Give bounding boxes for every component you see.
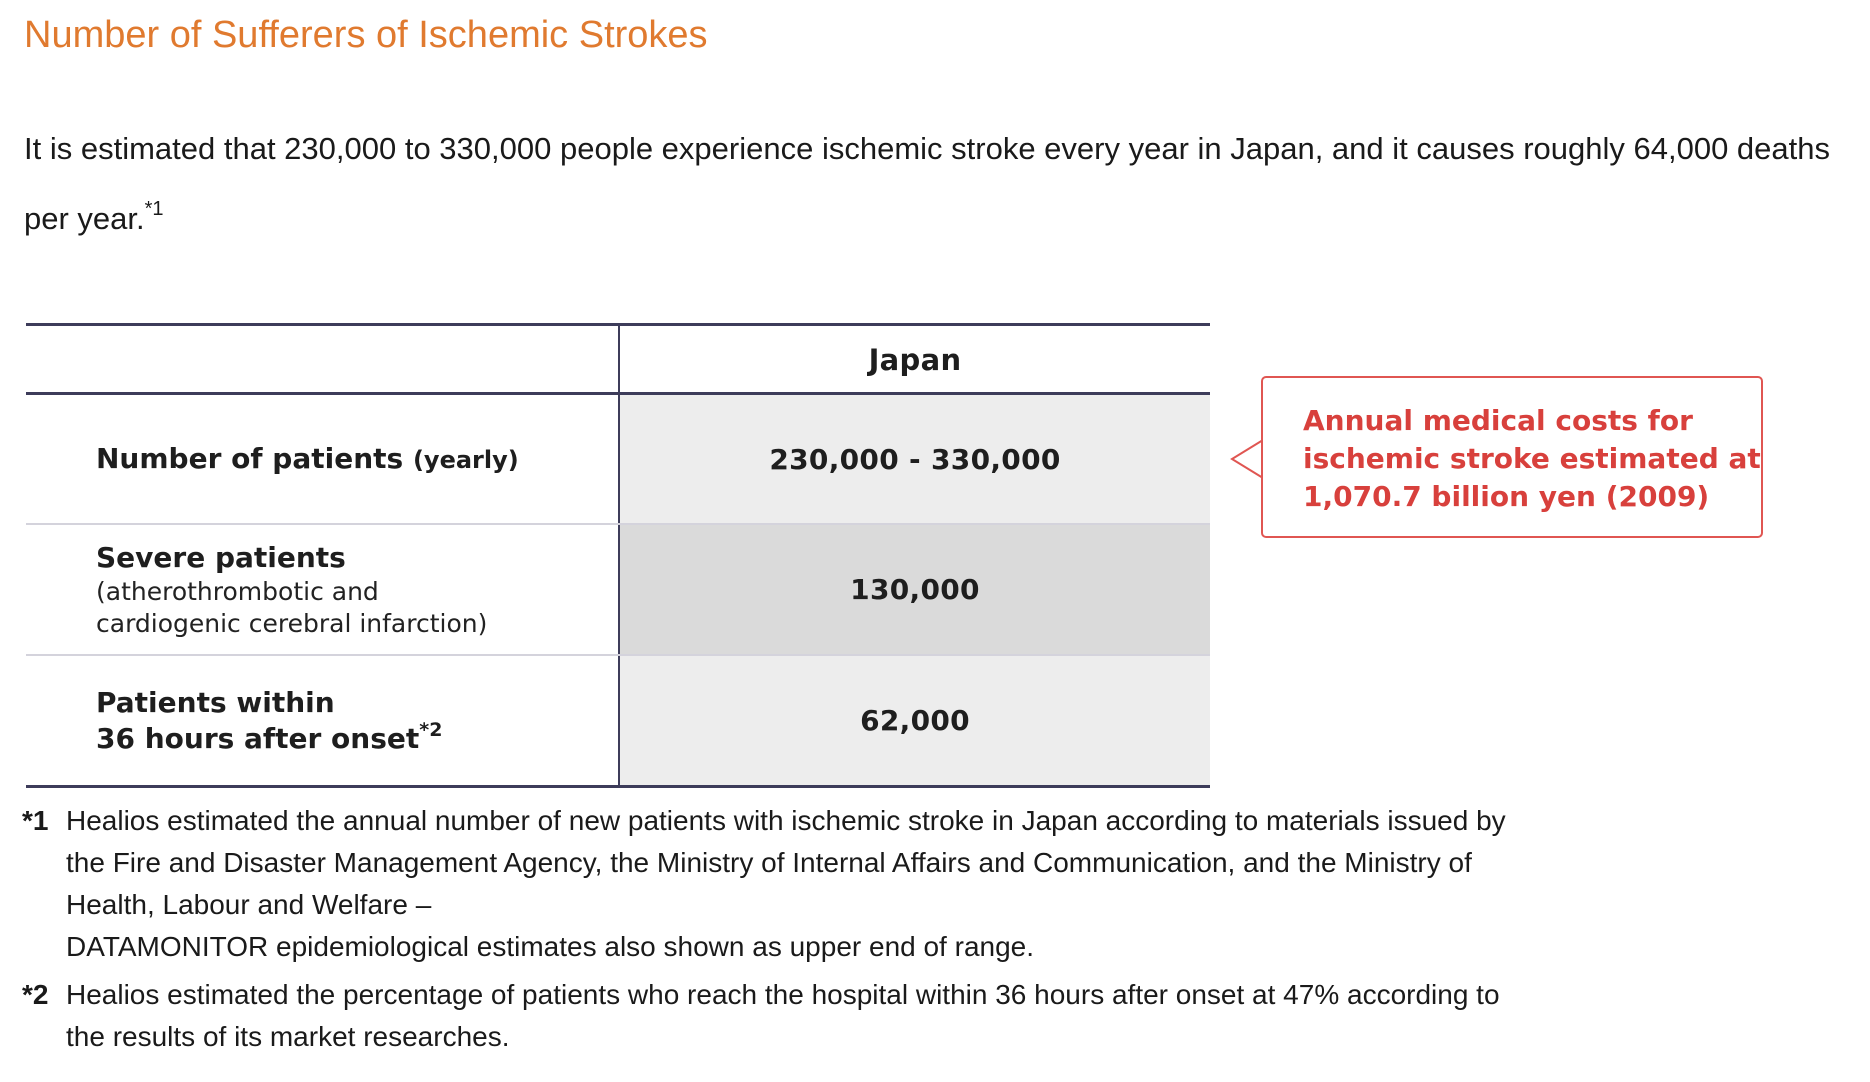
row-label: Severe patients: [96, 540, 346, 574]
callout-pointer-icon: [1230, 438, 1264, 480]
footnote-ref-1[interactable]: *1: [144, 198, 164, 220]
intro-paragraph: [24, 114, 1864, 254]
row-label-line1: Patients within: [96, 685, 335, 719]
medical-costs-callout: [1261, 376, 1763, 538]
row-label-text: 36 hours after onset: [96, 721, 420, 755]
table-row: [26, 656, 1210, 788]
page-title: Number of Sufferers of Ischemic Strokes: [24, 14, 708, 56]
table-header-row: [26, 326, 1210, 395]
row-label-cell: [26, 395, 620, 523]
row-label-suffix: (yearly): [412, 445, 519, 474]
callout-line2: ischemic stroke estimated at: [1303, 442, 1761, 475]
footnote-2: [22, 974, 1852, 1058]
footnote-line: Health, Labour and Welfare –: [66, 889, 432, 920]
footnote-ref-2[interactable]: *2: [419, 718, 443, 741]
row-value: 130,000: [620, 525, 1210, 654]
footnote-line: Healios estimated the percentage of patients who reach the hospital within 36 hours after onset at 47% according to: [66, 979, 1500, 1010]
header-japan: Japan: [620, 326, 1210, 392]
footnote-text: [66, 974, 1852, 1058]
callout-line1: Annual medical costs for: [1303, 404, 1693, 437]
footnote-text: [66, 800, 1852, 968]
row-label-line2: [96, 718, 618, 757]
patients-table: [26, 323, 1210, 788]
intro-text: It is estimated that 230,000 to 330,000 people experience ischemic stroke every year in Japan, and it causes roughly 64,000 deaths per year.: [24, 131, 1831, 236]
footnote-mark: *1: [22, 805, 49, 836]
header-empty-cell: [26, 326, 620, 392]
table-row: [26, 525, 1210, 656]
row-label-cell: [26, 525, 620, 654]
row-value: 62,000: [620, 656, 1210, 785]
footnote-line: DATAMONITOR epidemiological estimates also shown as upper end of range.: [66, 931, 1035, 962]
footnote-1: [22, 800, 1852, 968]
row-label-cell: [26, 656, 620, 785]
callout-line3: 1,070.7 billion yen (2009): [1303, 480, 1710, 513]
footnote-line: the results of its market researches.: [66, 1021, 510, 1052]
row-sublabel-line1: (atherothrombotic and: [96, 576, 379, 606]
row-sublabel-line2: cardiogenic cerebral infarction): [96, 608, 488, 638]
row-label-text: Number of patients: [96, 441, 404, 475]
table-row: [26, 395, 1210, 525]
row-label: [96, 441, 618, 478]
footnote-mark: *2: [22, 979, 49, 1010]
footnote-line: Healios estimated the annual number of new patients with ischemic stroke in Japan according to materials issued by: [66, 805, 1506, 836]
row-value: 230,000 - 330,000: [620, 395, 1210, 523]
footnotes: [22, 800, 1852, 1064]
footnote-line: the Fire and Disaster Management Agency, the Ministry of Internal Affairs and Communication, and the Ministry of: [66, 847, 1472, 878]
